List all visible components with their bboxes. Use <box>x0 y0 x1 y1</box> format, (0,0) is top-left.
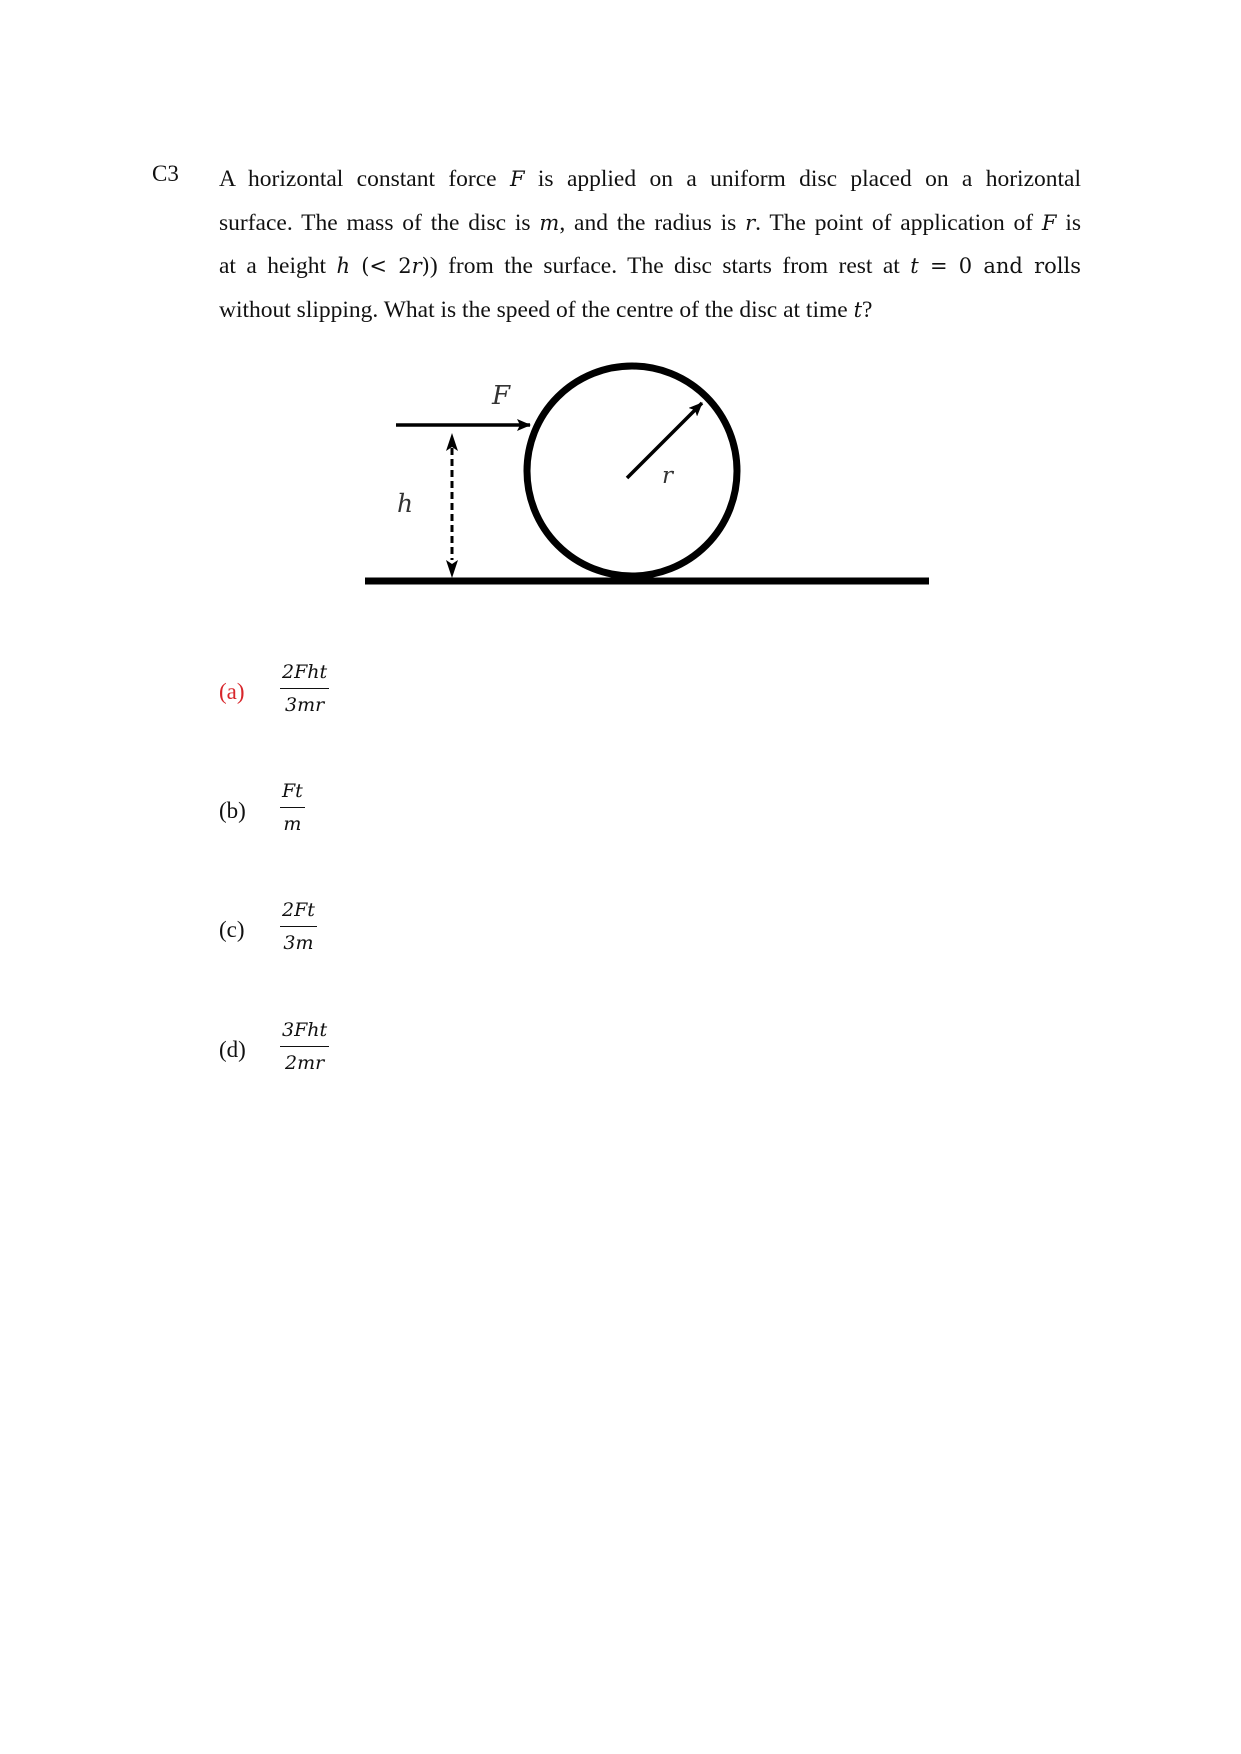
option-b-label[interactable]: (b) <box>219 798 246 823</box>
question-number: C3 <box>152 161 179 186</box>
option-a-numerator: 2Fht <box>280 660 329 689</box>
option-c-fraction <box>280 898 317 955</box>
option-a-denominator: 3mr <box>284 694 325 716</box>
option-c-label[interactable]: (c) <box>219 917 245 942</box>
question-line-2: surface. The mass of the disc is m, and the radius is r. The point of application of F is <box>219 209 1081 236</box>
option-d-fraction <box>280 1018 329 1075</box>
question-line-3: at a height h (< 2r)) from the surface. The disc starts from rest at t = 0 and rolls <box>219 253 1081 279</box>
option-d-denominator: 2mr <box>284 1052 325 1074</box>
option-c-denominator: 3m <box>283 932 314 954</box>
height-label: h <box>397 489 414 518</box>
option-c-numerator: 2Ft <box>280 898 317 927</box>
option-b-denominator: m <box>283 813 302 835</box>
radius-label: r <box>662 463 673 489</box>
option-b-fraction <box>280 779 305 836</box>
question-line-4: without slipping. What is the speed of the centre of the disc at time t? <box>219 296 873 323</box>
option-a-fraction <box>280 660 329 717</box>
option-a-label[interactable]: (a) <box>219 679 245 704</box>
force-label: F <box>492 381 511 411</box>
option-b-numerator: Ft <box>280 779 305 808</box>
height-arrow-bottom <box>446 560 458 578</box>
option-d-numerator: 3Fht <box>280 1018 329 1047</box>
option-d-label[interactable]: (d) <box>219 1037 246 1062</box>
question-line-1: A horizontal constant force F is applied on a uniform disc placed on a horizontal <box>219 166 1081 192</box>
